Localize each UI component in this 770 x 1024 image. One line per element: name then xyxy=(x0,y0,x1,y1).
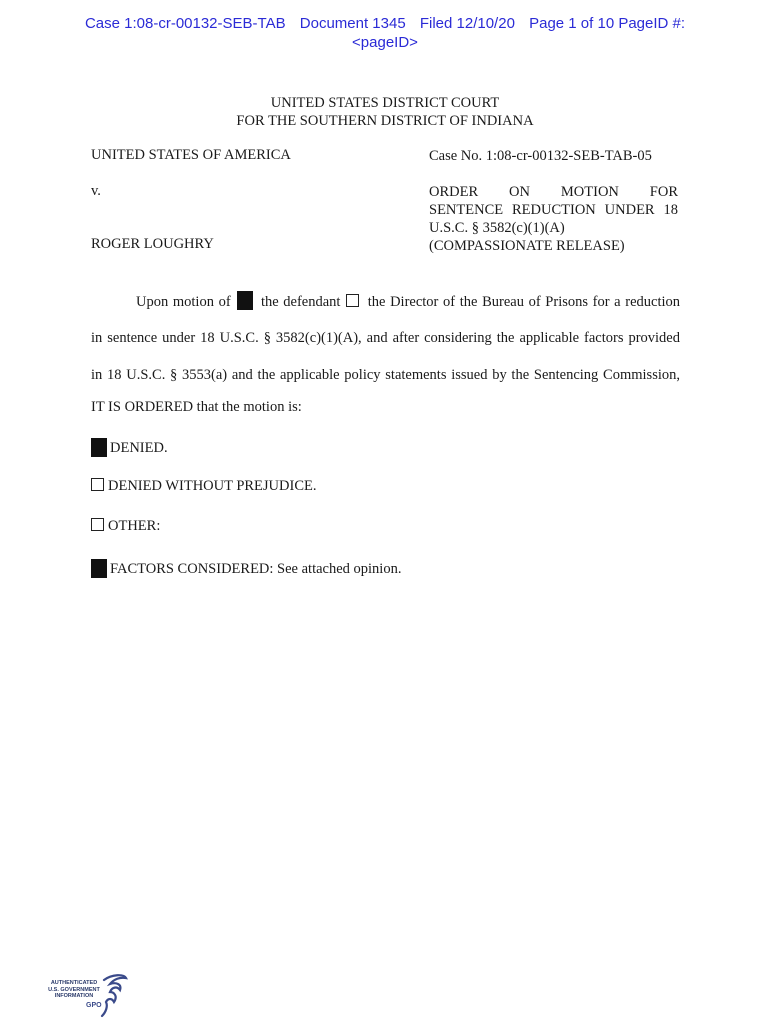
option-denied-label: DENIED. xyxy=(110,440,168,456)
caption-plaintiff: UNITED STATES OF AMERICA xyxy=(91,147,291,163)
eagle-icon xyxy=(100,972,130,1018)
motion-prefix: Upon motion of xyxy=(136,294,231,310)
motion-suffix: the Director of the Bureau of Prisons for a reduction xyxy=(367,294,681,310)
option-denied-checkbox[interactable] xyxy=(91,438,107,457)
order-title-line-3: U.S.C. § 3582(c)(1)(A) xyxy=(429,220,565,236)
header-page: Page 1 of 10 PageID #: xyxy=(529,15,686,32)
option-denied-without-prejudice xyxy=(91,478,317,495)
court-line-1: UNITED STATES DISTRICT COURT xyxy=(270,95,500,111)
option-denied-wp-label: DENIED WITHOUT PREJUDICE. xyxy=(108,478,317,494)
option-other-checkbox[interactable] xyxy=(91,518,104,531)
header-case: Case 1:08-cr-00132-SEB-TAB xyxy=(84,15,286,32)
gpo-logo-text: AUTHENTICATED U.S. GOVERNMENT INFORMATION xyxy=(48,980,100,999)
body-line-3: in 18 U.S.C. § 3553(a) and the applicable policy statements issued by the Sentencing Commission, xyxy=(91,367,680,383)
ecf-header xyxy=(0,14,770,52)
court-line-2: FOR THE SOUTHERN DISTRICT OF INDIANA xyxy=(236,113,534,129)
header-filed: Filed 12/10/20 xyxy=(419,15,515,32)
motion-defendant: the defendant xyxy=(260,294,341,310)
option-other xyxy=(91,518,160,535)
option-other-label: OTHER: xyxy=(108,518,161,534)
header-pageid: <pageID> xyxy=(352,34,418,51)
body-line-2: in sentence under 18 U.S.C. § 3582(c)(1)(A), and after considering the applicable factors provided xyxy=(91,330,680,346)
order-title-line-2: SENTENCE REDUCTION UNDER 18 xyxy=(429,202,678,218)
option-factors xyxy=(91,559,401,578)
gpo-text: GPO xyxy=(86,1002,102,1009)
bop-checkbox[interactable] xyxy=(346,294,359,307)
order-title xyxy=(429,183,678,255)
option-denied xyxy=(91,438,168,457)
order-title-line-1: ORDER ON MOTION FOR xyxy=(429,184,678,200)
option-denied-wp-checkbox[interactable] xyxy=(91,478,104,491)
body-line-4: IT IS ORDERED that the motion is: xyxy=(91,399,302,415)
gpo-authenticated-logo xyxy=(44,972,134,1020)
caption-versus: v. xyxy=(91,183,101,199)
header-document: Document 1345 xyxy=(299,15,406,32)
case-number: Case No. 1:08-cr-00132-SEB-TAB-05 xyxy=(429,148,652,164)
caption-defendant: ROGER LOUGHRY xyxy=(91,236,214,252)
order-title-line-4: (COMPASSIONATE RELEASE) xyxy=(429,238,625,254)
body-line-1 xyxy=(136,291,680,311)
defendant-checkbox[interactable] xyxy=(237,291,253,310)
option-factors-label: FACTORS CONSIDERED: See attached opinion. xyxy=(110,561,402,577)
court-name xyxy=(0,94,770,130)
option-factors-checkbox[interactable] xyxy=(91,559,107,578)
